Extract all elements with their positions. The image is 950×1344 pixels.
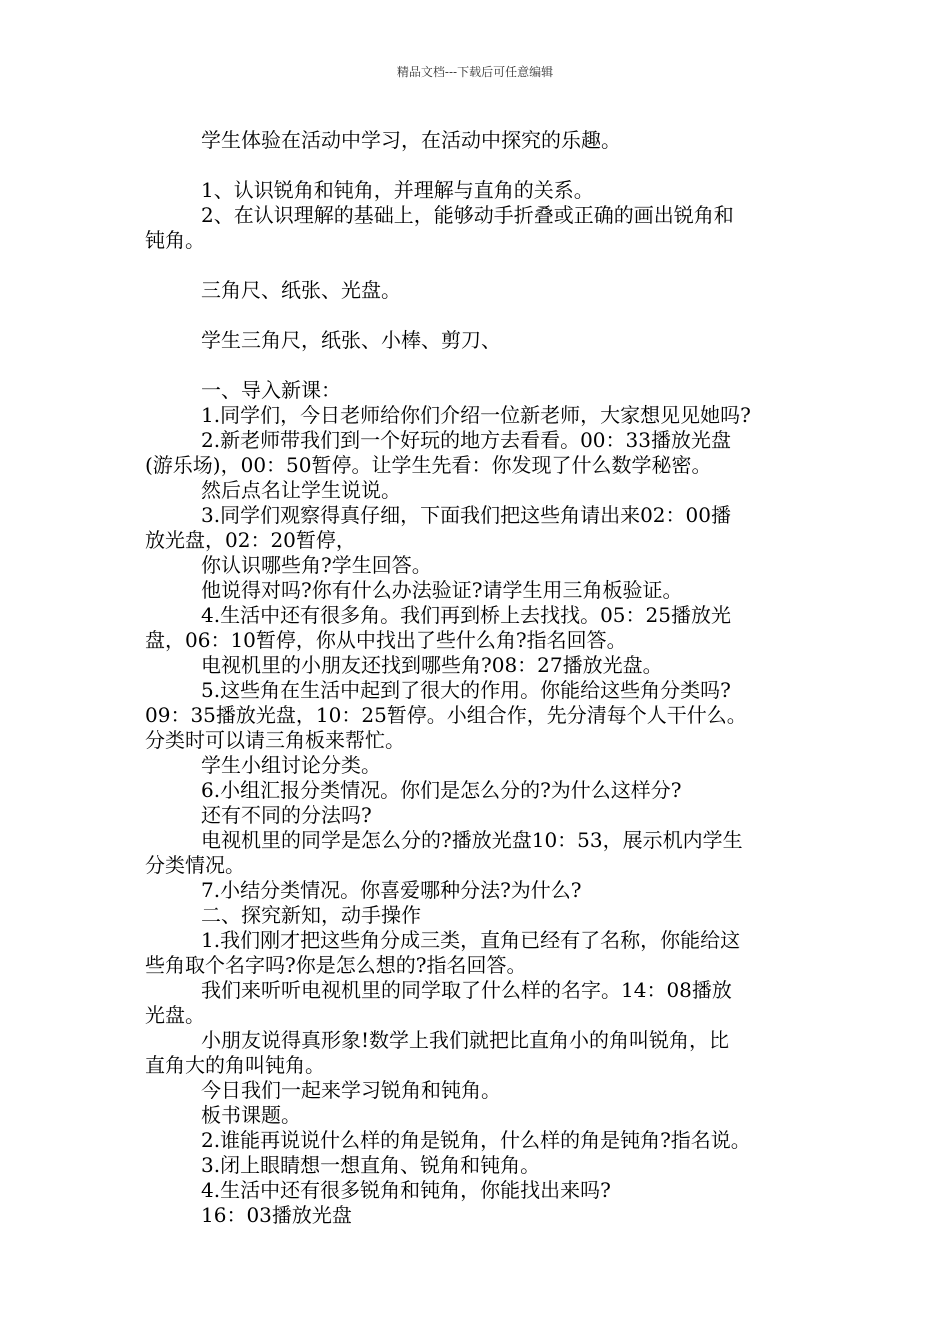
text-line: 三角尺、纸张、光盘。 — [201, 278, 401, 302]
text-line: 4.生活中还有很多角。我们再到桥上去找找。05：25播放光 — [201, 603, 731, 627]
text-line: 学生三角尺，纸张、小棒、剪刀、 — [201, 328, 501, 352]
text-line: 2、在认识理解的基础上，能够动手折叠或正确的画出锐角和 — [201, 203, 734, 227]
text-line: 6.小组汇报分类情况。你们是怎么分的?为什么这样分? — [201, 778, 682, 802]
text-line: 16：03播放光盘 — [201, 1203, 352, 1227]
text-line: 学生体验在活动中学习，在活动中探究的乐趣。 — [201, 128, 621, 152]
text-line: 直角大的角叫钝角。 — [145, 1053, 325, 1077]
text-line: 你认识哪些角?学生回答。 — [201, 553, 432, 577]
text-line: 然后点名让学生说说。 — [201, 478, 401, 502]
text-line: 4.生活中还有很多锐角和钝角，你能找出来吗? — [201, 1178, 611, 1202]
text-line: 1.同学们，今日老师给你们介绍一位新老师，大家想见见她吗? — [201, 403, 751, 427]
text-line: 09：35播放光盘，10：25暂停。小组合作，先分清每个人干什么。 — [145, 703, 747, 727]
text-line: 光盘。 — [145, 1003, 205, 1027]
text-line: 放光盘，02：20暂停， — [145, 528, 356, 552]
text-line: 我们来听听电视机里的同学取了什么样的名字。14：08播放 — [201, 978, 732, 1002]
text-line: 些角取个名字吗?你是怎么想的?指名回答。 — [145, 953, 527, 977]
text-line: 小朋友说得真形象!数学上我们就把比直角小的角叫锐角，比 — [201, 1028, 730, 1052]
text-line: 1.我们刚才把这些角分成三类，直角已经有了名称，你能给这 — [201, 928, 741, 952]
text-line: 3.闭上眼睛想一想直角、锐角和钝角。 — [201, 1153, 541, 1177]
page-header: 精品文档---下载后可任意编辑 — [396, 65, 554, 79]
text-line: 他说得对吗?你有什么办法验证?请学生用三角板验证。 — [201, 578, 683, 602]
text-line: 今日我们一起来学习锐角和钝角。 — [201, 1078, 501, 1102]
text-line: 盘，06：10暂停，你从中找出了些什么角?指名回答。 — [145, 628, 627, 652]
text-line: 3.同学们观察得真仔细，下面我们把这些角请出来02：00播 — [201, 503, 731, 527]
text-line: 电视机里的小朋友还找到哪些角?08：27播放光盘。 — [201, 653, 663, 677]
section-heading: 二、探究新知，动手操作 — [201, 903, 421, 927]
text-line: 电视机里的同学是怎么分的?播放光盘10：53，展示机内学生 — [201, 828, 743, 852]
text-line: 分类情况。 — [145, 853, 245, 877]
text-line: 7.小结分类情况。你喜爱哪种分法?为什么? — [201, 878, 582, 902]
text-line: 5.这些角在生活中起到了很大的作用。你能给这些角分类吗? — [201, 678, 731, 702]
text-line: 板书课题。 — [201, 1103, 301, 1127]
section-heading: 一、导入新课： — [201, 378, 341, 402]
text-line: 钝角。 — [145, 228, 205, 252]
text-line: 分类时可以请三角板来帮忙。 — [145, 728, 405, 752]
text-line: 还有不同的分法吗? — [201, 803, 372, 827]
text-line: 2.谁能再说说什么样的角是锐角，什么样的角是钝角?指名说。 — [201, 1128, 751, 1152]
text-line: (游乐场)，00：50暂停。让学生先看：你发现了什么数学秘密。 — [145, 453, 712, 477]
text-line: 1、认识锐角和钝角，并理解与直角的关系。 — [201, 178, 594, 202]
text-line: 学生小组讨论分类。 — [201, 753, 381, 777]
text-line: 2.新老师带我们到一个好玩的地方去看看。00：33播放光盘 — [201, 428, 731, 452]
